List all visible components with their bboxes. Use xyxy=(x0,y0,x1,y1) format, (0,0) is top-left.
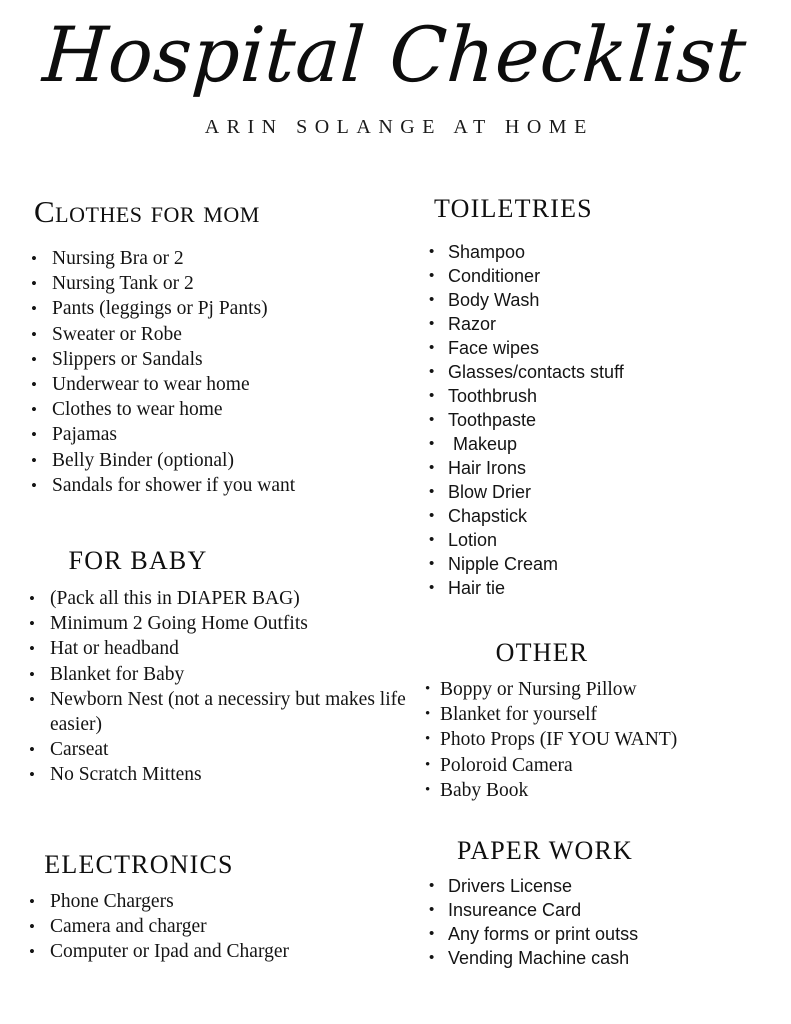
list-item[interactable]: • Razor xyxy=(412,312,782,336)
section-heading-electronics: ELECTRONICS xyxy=(44,850,234,879)
list-item[interactable]: • Toothpaste xyxy=(412,408,782,432)
right-column xyxy=(412,186,782,1024)
list-item[interactable]: • Hair Irons xyxy=(412,456,782,480)
section-heading-toiletries: TOILETRIES xyxy=(434,194,593,223)
checklist-electronics xyxy=(18,889,408,965)
list-item[interactable]: • Lotion xyxy=(412,528,782,552)
checklist-clothes-for-mom xyxy=(18,246,408,498)
checklist-for-baby xyxy=(18,586,411,788)
list-item[interactable]: • Hat or headband xyxy=(18,636,408,661)
list-item[interactable]: • Vending Machine cash xyxy=(412,946,782,970)
list-item[interactable]: • Clothes to wear home xyxy=(18,397,408,422)
checklist-columns xyxy=(0,186,791,1024)
list-item[interactable]: • Nipple Cream xyxy=(412,552,782,576)
list-item[interactable]: • Baby Book xyxy=(412,778,782,803)
list-item[interactable]: • Sandals for shower if you want xyxy=(18,473,408,498)
list-item[interactable]: • Conditioner xyxy=(412,264,782,288)
list-item[interactable]: • Nursing Bra or 2 xyxy=(18,246,408,271)
list-item[interactable]: • Face wipes xyxy=(412,336,782,360)
list-item[interactable]: • Sweater or Robe xyxy=(18,322,408,347)
section-for-baby xyxy=(18,546,411,788)
list-item[interactable]: • Poloroid Camera xyxy=(412,753,782,778)
list-item[interactable]: • Camera and charger xyxy=(18,914,408,939)
section-other xyxy=(412,638,782,803)
list-item[interactable]: • Photo Props (IF YOU WANT) xyxy=(412,727,782,752)
list-item[interactable]: • Drivers License xyxy=(412,874,782,898)
list-item[interactable]: • No Scratch Mittens xyxy=(18,762,408,787)
list-item[interactable]: • Pajamas xyxy=(18,422,408,447)
list-item[interactable]: • Belly Binder (optional) xyxy=(18,448,408,473)
list-item[interactable]: • Hair tie xyxy=(412,576,782,600)
section-heading-paper-work: PAPER WORK xyxy=(457,836,633,865)
list-item[interactable]: • Pants (leggings or Pj Pants) xyxy=(18,296,408,321)
list-item[interactable]: • Any forms or print outss xyxy=(412,922,782,946)
left-column xyxy=(18,186,411,1024)
section-heading-other: OTHER xyxy=(495,638,589,667)
checklist-other xyxy=(412,677,782,803)
checklist-toiletries xyxy=(412,240,782,600)
list-item[interactable]: • Blanket for yourself xyxy=(412,702,782,727)
list-item[interactable]: • Nursing Tank or 2 xyxy=(18,271,408,296)
list-item[interactable]: • Minimum 2 Going Home Outfits xyxy=(18,611,408,636)
document-masthead xyxy=(0,0,791,139)
list-item[interactable]: • (Pack all this in DIAPER BAG) xyxy=(18,586,408,611)
list-item[interactable]: • Blanket for Baby xyxy=(18,662,408,687)
list-item[interactable]: • Body Wash xyxy=(412,288,782,312)
section-heading-clothes-for-mom: Clothes for mom xyxy=(34,194,260,229)
page-title: Hospital Checklist xyxy=(40,10,750,99)
section-paper-work xyxy=(412,836,782,970)
list-item[interactable]: • Chapstick xyxy=(412,504,782,528)
list-item[interactable]: • Newborn Nest (not a necessiry but makes life easier) xyxy=(18,687,408,737)
list-item[interactable]: • Slippers or Sandals xyxy=(18,347,408,372)
section-electronics xyxy=(18,850,408,965)
page-subtitle: ARIN SOLANGE AT HOME xyxy=(204,115,594,138)
section-toiletries xyxy=(412,194,782,600)
list-item[interactable]: • Glasses/contacts stuff xyxy=(412,360,782,384)
checklist-paper-work xyxy=(412,874,782,970)
list-item[interactable]: • Shampoo xyxy=(412,240,782,264)
list-item[interactable]: • Blow Drier xyxy=(412,480,782,504)
list-item[interactable]: • Underwear to wear home xyxy=(18,372,408,397)
list-item[interactable]: • Phone Chargers xyxy=(18,889,408,914)
section-clothes-for-mom xyxy=(18,194,408,498)
list-item[interactable]: • Boppy or Nursing Pillow xyxy=(412,677,782,702)
list-item[interactable]: • Insureance Card xyxy=(412,898,782,922)
list-item[interactable]: • Makeup xyxy=(412,432,782,456)
list-item[interactable]: • Toothbrush xyxy=(412,384,782,408)
list-item[interactable]: • Carseat xyxy=(18,737,408,762)
list-item[interactable]: • Computer or Ipad and Charger xyxy=(18,939,408,964)
section-heading-for-baby: FOR BABY xyxy=(68,546,208,575)
